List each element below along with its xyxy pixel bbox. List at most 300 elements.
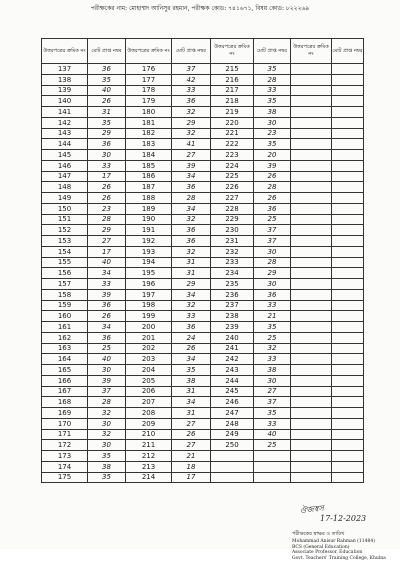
serial-cell: 221 xyxy=(211,128,254,139)
serial-cell: 200 xyxy=(126,322,172,333)
table-row xyxy=(42,322,364,333)
serial-cell: 198 xyxy=(126,300,172,311)
serial-cell xyxy=(291,107,332,118)
serial-cell: 226 xyxy=(211,182,254,193)
serial-cell: 149 xyxy=(42,193,88,204)
marks-cell: 18 xyxy=(172,461,211,472)
marks-cell xyxy=(332,268,364,279)
marks-cell: 26 xyxy=(88,182,126,193)
marks-cell: 38 xyxy=(254,365,291,376)
serial-cell: 156 xyxy=(42,268,88,279)
serial-cell xyxy=(291,160,332,171)
examiner-header: পরীক্ষকের নাম: মোহাম্মদ আনিসুর রহমান, পরীক্ষক কোড: ৭৪১৬৭১, বিষয় কোড: ৮২২২৬৯ xyxy=(20,4,380,14)
marks-cell xyxy=(332,311,364,322)
marks-cell: 34 xyxy=(172,203,211,214)
serial-cell: 188 xyxy=(126,193,172,204)
serial-cell: 202 xyxy=(126,343,172,354)
table-row xyxy=(42,193,364,204)
table-row xyxy=(42,85,364,96)
serial-cell xyxy=(211,461,254,472)
marks-cell: 26 xyxy=(254,193,291,204)
marks-cell: 17 xyxy=(88,171,126,182)
marks-cell xyxy=(332,386,364,397)
marks-cell xyxy=(332,332,364,343)
serial-cell xyxy=(291,429,332,440)
marks-cell: 36 xyxy=(172,96,211,107)
examiner-designation: Associate Professor, Education xyxy=(292,550,386,556)
marks-cell: 35 xyxy=(254,64,291,75)
serial-cell xyxy=(291,236,332,247)
marks-table xyxy=(41,38,364,483)
table-row xyxy=(42,128,364,139)
marks-cell: 31 xyxy=(172,386,211,397)
serial-cell: 157 xyxy=(42,279,88,290)
serial-cell: 228 xyxy=(211,203,254,214)
serial-cell: 150 xyxy=(42,203,88,214)
marks-cell: 30 xyxy=(254,279,291,290)
table-row xyxy=(42,365,364,376)
serial-cell: 190 xyxy=(126,214,172,225)
serial-header: উত্তরপত্রের ক্রমিক নং xyxy=(211,39,254,64)
serial-cell xyxy=(291,268,332,279)
table-row xyxy=(42,246,364,257)
serial-cell xyxy=(291,257,332,268)
serial-cell: 181 xyxy=(126,117,172,128)
table-row xyxy=(42,375,364,386)
marks-cell xyxy=(332,182,364,193)
marks-cell: 40 xyxy=(254,429,291,440)
marks-cell: 32 xyxy=(88,408,126,419)
serial-cell xyxy=(291,117,332,128)
serial-cell: 225 xyxy=(211,171,254,182)
serial-cell: 164 xyxy=(42,354,88,365)
serial-cell: 249 xyxy=(211,429,254,440)
serial-cell: 139 xyxy=(42,85,88,96)
marks-cell: 30 xyxy=(254,117,291,128)
marks-cell: 36 xyxy=(88,139,126,150)
serial-cell xyxy=(211,451,254,462)
serial-cell xyxy=(291,408,332,419)
marks-cell: 36 xyxy=(172,322,211,333)
marks-cell xyxy=(332,429,364,440)
serial-cell: 204 xyxy=(126,365,172,376)
marks-cell: 33 xyxy=(254,85,291,96)
marks-cell xyxy=(332,107,364,118)
serial-cell xyxy=(291,397,332,408)
marks-cell: 26 xyxy=(88,193,126,204)
marks-cell xyxy=(332,85,364,96)
marks-cell: 36 xyxy=(88,64,126,75)
marks-cell: 21 xyxy=(254,311,291,322)
serial-cell xyxy=(291,440,332,451)
marks-cell: 35 xyxy=(172,365,211,376)
serial-cell: 227 xyxy=(211,193,254,204)
serial-cell: 201 xyxy=(126,332,172,343)
serial-cell: 172 xyxy=(42,440,88,451)
marks-cell xyxy=(332,64,364,75)
serial-cell: 193 xyxy=(126,246,172,257)
marks-cell: 21 xyxy=(172,451,211,462)
marks-cell xyxy=(332,322,364,333)
serial-cell: 159 xyxy=(42,300,88,311)
serial-cell xyxy=(291,225,332,236)
marks-cell: 23 xyxy=(254,128,291,139)
serial-cell: 182 xyxy=(126,128,172,139)
marks-cell: 28 xyxy=(172,193,211,204)
serial-cell: 214 xyxy=(126,472,172,483)
examiner-institution: Govt. Teachers' Training College, Khulna xyxy=(292,556,386,561)
serial-cell: 194 xyxy=(126,257,172,268)
marks-cell: 29 xyxy=(88,128,126,139)
marks-cell: 17 xyxy=(88,246,126,257)
serial-cell: 205 xyxy=(126,375,172,386)
serial-cell xyxy=(291,128,332,139)
table-body xyxy=(42,64,364,483)
marks-cell xyxy=(332,365,364,376)
marks-cell: 33 xyxy=(172,85,211,96)
serial-cell xyxy=(291,332,332,343)
marks-cell: 35 xyxy=(88,117,126,128)
marks-cell: 30 xyxy=(254,375,291,386)
serial-cell xyxy=(291,182,332,193)
serial-cell: 173 xyxy=(42,451,88,462)
serial-cell: 246 xyxy=(211,397,254,408)
marks-cell: 32 xyxy=(172,300,211,311)
serial-cell xyxy=(291,289,332,300)
serial-cell: 230 xyxy=(211,225,254,236)
marks-cell: 40 xyxy=(88,257,126,268)
serial-cell: 195 xyxy=(126,268,172,279)
serial-cell: 235 xyxy=(211,279,254,290)
marks-cell: 32 xyxy=(172,246,211,257)
serial-cell xyxy=(291,365,332,376)
serial-cell xyxy=(291,214,332,225)
serial-cell: 224 xyxy=(211,160,254,171)
serial-cell: 215 xyxy=(211,64,254,75)
marks-cell: 26 xyxy=(172,343,211,354)
marks-cell: 23 xyxy=(88,203,126,214)
marks-cell: 29 xyxy=(254,268,291,279)
marks-cell: 35 xyxy=(88,451,126,462)
marks-header: মোট প্রাপ্ত নম্বর xyxy=(332,39,364,64)
serial-cell: 245 xyxy=(211,386,254,397)
marks-cell: 25 xyxy=(254,440,291,451)
serial-cell: 179 xyxy=(126,96,172,107)
serial-cell xyxy=(291,300,332,311)
serial-cell: 147 xyxy=(42,171,88,182)
table-row xyxy=(42,64,364,75)
serial-cell: 203 xyxy=(126,354,172,365)
serial-cell: 237 xyxy=(211,300,254,311)
marks-cell xyxy=(332,96,364,107)
serial-cell: 234 xyxy=(211,268,254,279)
marks-cell: 28 xyxy=(88,397,126,408)
marks-cell xyxy=(332,300,364,311)
table-row xyxy=(42,74,364,85)
serial-cell: 166 xyxy=(42,375,88,386)
marks-cell: 32 xyxy=(172,128,211,139)
marks-cell: 30 xyxy=(88,150,126,161)
signature-label: পরীক্ষকের স্বাক্ষর ও তারিখ xyxy=(292,531,344,539)
serial-cell: 216 xyxy=(211,74,254,85)
serial-cell xyxy=(291,451,332,462)
serial-cell xyxy=(291,418,332,429)
serial-cell: 209 xyxy=(126,418,172,429)
marks-cell: 33 xyxy=(254,354,291,365)
serial-cell: 239 xyxy=(211,322,254,333)
serial-cell: 148 xyxy=(42,182,88,193)
serial-cell: 154 xyxy=(42,246,88,257)
serial-cell: 241 xyxy=(211,343,254,354)
serial-cell: 250 xyxy=(211,440,254,451)
serial-cell: 207 xyxy=(126,397,172,408)
serial-cell: 208 xyxy=(126,408,172,419)
marks-cell xyxy=(332,225,364,236)
serial-cell: 177 xyxy=(126,74,172,85)
examiner-cadre: BCS (General Education) xyxy=(292,545,386,551)
marks-cell xyxy=(332,117,364,128)
serial-cell xyxy=(291,203,332,214)
serial-cell: 145 xyxy=(42,150,88,161)
marks-cell: 35 xyxy=(254,96,291,107)
marks-cell: 28 xyxy=(88,214,126,225)
marks-cell: 28 xyxy=(254,257,291,268)
serial-cell: 231 xyxy=(211,236,254,247)
serial-cell xyxy=(291,279,332,290)
serial-cell: 140 xyxy=(42,96,88,107)
marks-cell: 36 xyxy=(254,203,291,214)
table-row xyxy=(42,279,364,290)
marks-cell xyxy=(332,128,364,139)
marks-cell xyxy=(332,397,364,408)
marks-cell xyxy=(332,418,364,429)
marks-cell: 37 xyxy=(254,236,291,247)
serial-cell: 141 xyxy=(42,107,88,118)
table-row xyxy=(42,440,364,451)
serial-cell xyxy=(291,461,332,472)
serial-cell: 213 xyxy=(126,461,172,472)
table-row xyxy=(42,107,364,118)
serial-cell: 196 xyxy=(126,279,172,290)
serial-cell: 163 xyxy=(42,343,88,354)
marks-cell: 27 xyxy=(172,440,211,451)
table-header-row xyxy=(42,39,364,64)
serial-cell xyxy=(291,472,332,483)
marks-cell xyxy=(332,257,364,268)
table-row xyxy=(42,214,364,225)
table-row xyxy=(42,171,364,182)
marks-cell: 39 xyxy=(88,375,126,386)
serial-cell: 243 xyxy=(211,365,254,376)
marks-cell: 39 xyxy=(254,160,291,171)
table-row xyxy=(42,203,364,214)
marks-cell: 36 xyxy=(172,182,211,193)
marks-cell: 31 xyxy=(172,408,211,419)
marks-header: মোট প্রাপ্ত নম্বর xyxy=(254,39,291,64)
marks-cell: 34 xyxy=(88,322,126,333)
marks-cell: 27 xyxy=(88,236,126,247)
serial-cell: 153 xyxy=(42,236,88,247)
marks-cell xyxy=(332,74,364,85)
marks-cell: 37 xyxy=(254,397,291,408)
table-row xyxy=(42,472,364,483)
marks-cell: 32 xyxy=(172,214,211,225)
marks-cell: 35 xyxy=(254,408,291,419)
table-row xyxy=(42,257,364,268)
serial-cell: 155 xyxy=(42,257,88,268)
serial-cell: 242 xyxy=(211,354,254,365)
marks-cell: 31 xyxy=(88,107,126,118)
marks-cell: 32 xyxy=(88,429,126,440)
marks-cell: 36 xyxy=(88,300,126,311)
marks-cell: 30 xyxy=(88,440,126,451)
marks-cell xyxy=(332,246,364,257)
serial-cell: 158 xyxy=(42,289,88,300)
marks-cell xyxy=(332,171,364,182)
serial-cell: 236 xyxy=(211,289,254,300)
marks-cell xyxy=(332,214,364,225)
table-row xyxy=(42,289,364,300)
serial-cell: 151 xyxy=(42,214,88,225)
serial-cell: 184 xyxy=(126,150,172,161)
serial-cell xyxy=(291,354,332,365)
serial-cell: 167 xyxy=(42,386,88,397)
marks-cell xyxy=(332,139,364,150)
serial-cell: 161 xyxy=(42,322,88,333)
serial-cell xyxy=(291,246,332,257)
serial-cell xyxy=(291,64,332,75)
marks-cell: 35 xyxy=(254,139,291,150)
examiner-seal xyxy=(292,539,386,561)
serial-cell: 233 xyxy=(211,257,254,268)
serial-cell: 170 xyxy=(42,418,88,429)
serial-cell: 240 xyxy=(211,332,254,343)
marks-cell: 33 xyxy=(88,160,126,171)
marks-cell: 34 xyxy=(172,289,211,300)
serial-cell: 211 xyxy=(126,440,172,451)
serial-cell xyxy=(291,375,332,386)
marks-cell: 29 xyxy=(172,117,211,128)
table-row xyxy=(42,418,364,429)
marks-cell: 25 xyxy=(254,332,291,343)
serial-cell: 186 xyxy=(126,171,172,182)
marks-cell xyxy=(332,354,364,365)
serial-cell: 219 xyxy=(211,107,254,118)
marks-cell xyxy=(332,461,364,472)
marks-cell: 26 xyxy=(88,96,126,107)
table-row xyxy=(42,343,364,354)
marks-cell: 20 xyxy=(254,150,291,161)
table-row xyxy=(42,429,364,440)
marks-cell: 41 xyxy=(172,139,211,150)
serial-cell: 178 xyxy=(126,85,172,96)
marks-cell: 26 xyxy=(88,311,126,322)
serial-header: উত্তরপত্রের ক্রমিক নং xyxy=(42,39,88,64)
marks-cell: 32 xyxy=(254,343,291,354)
serial-cell: 176 xyxy=(126,64,172,75)
table-row xyxy=(42,236,364,247)
marks-cell xyxy=(332,279,364,290)
marks-cell xyxy=(254,451,291,462)
table-row xyxy=(42,268,364,279)
serial-cell: 191 xyxy=(126,225,172,236)
serial-cell: 174 xyxy=(42,461,88,472)
serial-cell: 138 xyxy=(42,74,88,85)
table-row xyxy=(42,311,364,322)
marks-cell: 31 xyxy=(172,268,211,279)
serial-cell: 212 xyxy=(126,451,172,462)
table-row xyxy=(42,386,364,397)
serial-cell: 244 xyxy=(211,375,254,386)
serial-cell: 210 xyxy=(126,429,172,440)
marks-cell xyxy=(332,408,364,419)
serial-cell: 165 xyxy=(42,365,88,376)
marks-cell xyxy=(332,440,364,451)
serial-header: উত্তরপত্রের ক্রমিক নং xyxy=(126,39,172,64)
serial-cell: 183 xyxy=(126,139,172,150)
table-row xyxy=(42,451,364,462)
marks-cell: 30 xyxy=(88,365,126,376)
marks-cell: 36 xyxy=(172,236,211,247)
serial-cell xyxy=(211,472,254,483)
marks-cell: 28 xyxy=(254,74,291,85)
marks-cell: 35 xyxy=(254,322,291,333)
table-row xyxy=(42,461,364,472)
serial-cell: 192 xyxy=(126,236,172,247)
marks-cell: 37 xyxy=(172,64,211,75)
serial-cell: 160 xyxy=(42,311,88,322)
marks-cell: 39 xyxy=(172,160,211,171)
serial-cell xyxy=(291,311,332,322)
serial-cell: 247 xyxy=(211,408,254,419)
marks-cell: 33 xyxy=(254,300,291,311)
table-row xyxy=(42,225,364,236)
serial-cell xyxy=(291,96,332,107)
serial-cell: 168 xyxy=(42,397,88,408)
serial-cell: 144 xyxy=(42,139,88,150)
signature-date: 17-12-2023 xyxy=(320,514,366,523)
marks-cell: 36 xyxy=(88,332,126,343)
marks-cell: 37 xyxy=(254,225,291,236)
marks-header: মোট প্রাপ্ত নম্বর xyxy=(88,39,126,64)
marks-cell: 33 xyxy=(172,311,211,322)
serial-cell: 218 xyxy=(211,96,254,107)
serial-cell: 146 xyxy=(42,160,88,171)
marks-cell: 34 xyxy=(88,268,126,279)
table-row xyxy=(42,397,364,408)
marks-cell: 34 xyxy=(172,171,211,182)
marks-cell: 38 xyxy=(254,107,291,118)
marks-cell: 27 xyxy=(172,150,211,161)
marks-cell: 17 xyxy=(172,472,211,483)
serial-cell: 189 xyxy=(126,203,172,214)
marks-cell: 28 xyxy=(254,182,291,193)
marks-cell: 27 xyxy=(172,418,211,429)
serial-cell: 206 xyxy=(126,386,172,397)
marks-cell: 25 xyxy=(254,214,291,225)
serial-cell: 162 xyxy=(42,332,88,343)
marks-header: মোট প্রাপ্ত নম্বর xyxy=(172,39,211,64)
serial-cell: 197 xyxy=(126,289,172,300)
marks-cell: 39 xyxy=(88,289,126,300)
table-row xyxy=(42,182,364,193)
serial-cell: 143 xyxy=(42,128,88,139)
serial-cell: 187 xyxy=(126,182,172,193)
serial-cell: 180 xyxy=(126,107,172,118)
table-row xyxy=(42,117,364,128)
serial-cell xyxy=(291,85,332,96)
marks-cell xyxy=(332,343,364,354)
